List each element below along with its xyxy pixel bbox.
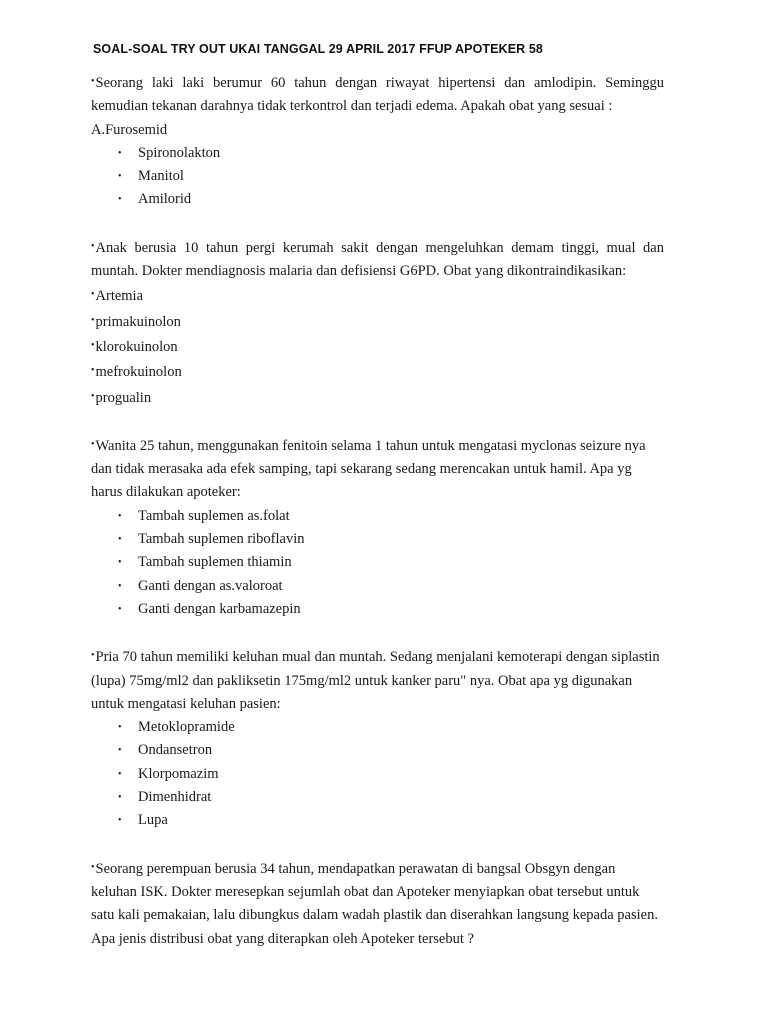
spacer	[91, 212, 664, 235]
list-item: • Klorpomazim	[118, 763, 664, 786]
question-4-stem	[91, 644, 664, 716]
question-3	[91, 433, 664, 621]
question-3-stem	[91, 433, 664, 505]
list-item: • Dimenhidrat	[118, 786, 664, 809]
bullet-icon: •	[118, 171, 122, 183]
bullet-icon: •	[91, 289, 95, 301]
list-item: • Tambah suplemen as.folat	[118, 505, 664, 528]
question-2-option: •klorokuinolon	[91, 338, 178, 355]
bullet-icon: •	[118, 768, 122, 780]
bullet-icon: •	[91, 650, 95, 662]
list-item: • Metoklopramide	[118, 716, 664, 739]
list-item: • Ganti dengan karbamazepin	[118, 598, 664, 621]
list-item: • Ondansetron	[118, 739, 664, 762]
bullet-icon: •	[91, 365, 95, 377]
bullet-icon: •	[118, 745, 122, 757]
bullet-icon: •	[118, 194, 122, 206]
spacer	[91, 833, 664, 856]
question-1-options	[91, 142, 664, 212]
question-2-text: Anak berusia 10 tahun pergi kerumah sakit dengan mengeluhkan demam tinggi, mual dan muntah. Dokter mendiagnosis malaria dan defisiensi G6PD. Obat yang dikontraindikasikan:	[91, 239, 664, 280]
bullet-icon: •	[91, 438, 95, 450]
bullet-icon: •	[118, 534, 122, 546]
question-5	[91, 856, 664, 951]
bullet-icon: •	[118, 792, 122, 804]
question-2-stem	[91, 235, 664, 284]
list-item: • Amilorid	[118, 188, 664, 211]
question-3-options	[91, 505, 664, 621]
bullet-icon: •	[91, 390, 95, 402]
bullet-icon: •	[91, 240, 95, 252]
question-4	[91, 644, 664, 832]
bullet-icon: •	[118, 815, 122, 827]
bullet-icon: •	[118, 580, 122, 592]
question-4-text: Pria 70 tahun memiliki keluhan mual dan muntah. Sedang menjalani kemoterapi dengan siplastin (lupa) 75mg/ml2 dan pakliksetin 175mg/ml2 untuk kanker paru" nya. Obat apa yg digunakan untuk mengatasi keluhan pasien:	[91, 649, 660, 712]
list-item: • Ganti dengan as.valoroat	[118, 575, 664, 598]
bullet-icon: •	[118, 557, 122, 569]
bullet-icon: •	[91, 339, 95, 351]
list-item: • Spironolakton	[118, 142, 664, 165]
bullet-icon: •	[91, 861, 95, 873]
question-2-option: •mefrokuinolon	[91, 364, 182, 381]
list-item: • Lupa	[118, 809, 664, 832]
question-5-text: Seorang perempuan berusia 34 tahun, mendapatkan perawatan di bangsal Obsgyn dengan keluhan ISK. Dokter meresepkan sejumlah obat dan Apoteker menyiapkan obat tersebut untuk satu kali pemakaian, lalu dibungkus dalam wadah plastik dan diserahkan langsung kepada pasien. Apa jenis distribusi obat yang diterapkan oleh Apoteker tersebut ?	[91, 860, 658, 947]
question-2-option: •Artemia	[91, 288, 144, 305]
document-title: SOAL-SOAL TRY OUT UKAI TANGGAL 29 APRIL 2017 FFUP APOTEKER 58	[93, 42, 543, 56]
question-5-stem	[91, 856, 664, 951]
bullet-icon: •	[91, 76, 95, 87]
spacer	[91, 410, 664, 433]
bullet-icon: •	[91, 314, 95, 326]
question-2-option: •primakuinolon	[91, 313, 181, 330]
question-2	[91, 235, 664, 410]
bullet-icon: •	[118, 510, 122, 522]
question-4-options	[91, 716, 664, 832]
list-item: • Manitol	[118, 165, 664, 188]
question-2-option: •progualin	[91, 389, 152, 406]
bullet-icon: •	[118, 603, 122, 615]
spacer	[91, 621, 664, 644]
bullet-icon: •	[118, 147, 122, 159]
question-1-text: Seorang laki laki berumur 60 tahun dengan riwayat hipertensi dan amlodipin. Seminggu kemudian tekanan darahnya tidak terkontrol dan terjadi edema. Apakah obat yang sesuai :	[91, 75, 664, 115]
bullet-icon: •	[118, 722, 122, 734]
question-1	[91, 70, 664, 212]
question-1-option-a: A.Furosemid	[91, 121, 168, 138]
question-3-text: Wanita 25 tahun, menggunakan fenitoin selama 1 tahun untuk mengatasi myclonas seizure nya dan tidak merasaka ada efek samping, tapi sekarang sedang merencakan untuk hamil. Apa yg harus dilakukan apoteker:	[91, 437, 646, 501]
list-item: • Tambah suplemen thiamin	[118, 551, 664, 574]
list-item: • Tambah suplemen riboflavin	[118, 528, 664, 551]
question-1-stem	[91, 70, 664, 119]
